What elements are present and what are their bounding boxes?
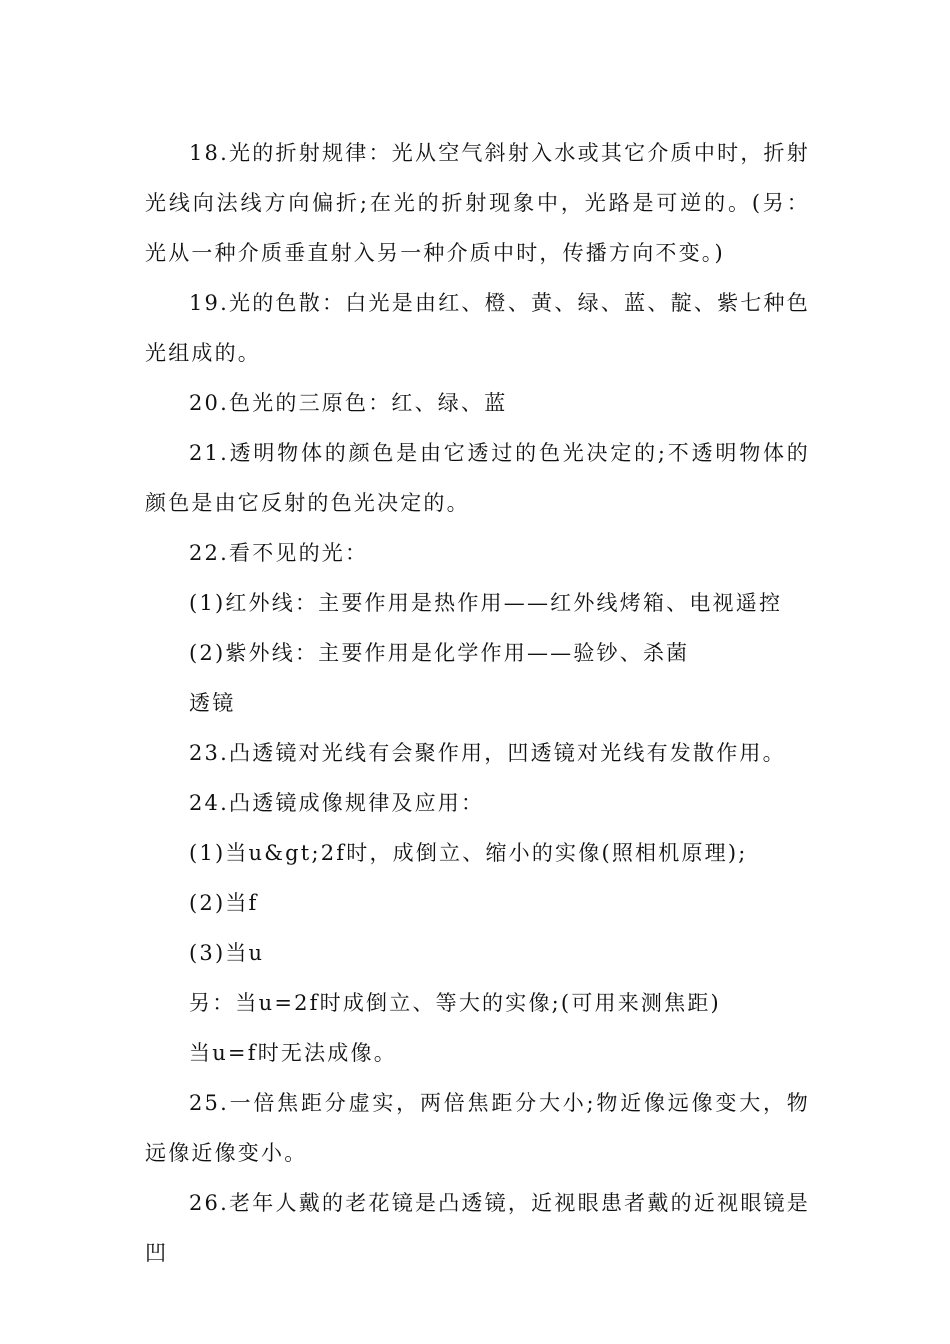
document-body	[145, 128, 810, 1278]
paragraph-22-item-1: (1)红外线：主要作用是热作用——红外线烤箱、电视遥控	[189, 591, 783, 615]
paragraph-21: 21.透明物体的颜色是由它透过的色光决定的;不透明物体的颜色是由它反射的色光决定的。	[145, 441, 810, 515]
paragraph-24-item-2: (2)当f	[189, 891, 259, 915]
paragraph-24-note-1: 另：当u=2f时成倒立、等大的实像;(可用来测焦距)	[189, 991, 721, 1015]
section-heading-lens: 透镜	[189, 691, 236, 715]
paragraph-22-item-2: (2)紫外线：主要作用是化学作用——验钞、杀菌	[189, 641, 690, 665]
paragraph-24: 24.凸透镜成像规律及应用：	[189, 791, 485, 815]
paragraph-25: 25.一倍焦距分虚实，两倍焦距分大小;物近像远像变大，物远像近像变小。	[145, 1091, 810, 1165]
paragraph-24-item-1: (1)当u&gt;2f时，成倒立、缩小的实像(照相机原理);	[189, 841, 748, 865]
paragraph-23: 23.凸透镜对光线有会聚作用，凹透镜对光线有发散作用。	[189, 741, 786, 765]
paragraph-24-item-3: (3)当u	[189, 941, 265, 965]
paragraph-18: 18.光的折射规律：光从空气斜射入水或其它介质中时，折射光线向法线方向偏折;在光的折射现象中，光路是可逆的。(另：光从一种介质垂直射入另一种介质中时，传播方向不变。)	[145, 141, 810, 265]
paragraph-19: 19.光的色散：白光是由红、橙、黄、绿、蓝、靛、紫七种色光组成的。	[145, 291, 810, 365]
paragraph-24-note-2: 当u=f时无法成像。	[189, 1041, 397, 1065]
paragraph-26: 26.老年人戴的老花镜是凸透镜，近视眼患者戴的近视眼镜是凹	[145, 1191, 810, 1265]
paragraph-20: 20.色光的三原色：红、绿、蓝	[189, 391, 508, 415]
paragraph-22: 22.看不见的光：	[189, 541, 369, 565]
